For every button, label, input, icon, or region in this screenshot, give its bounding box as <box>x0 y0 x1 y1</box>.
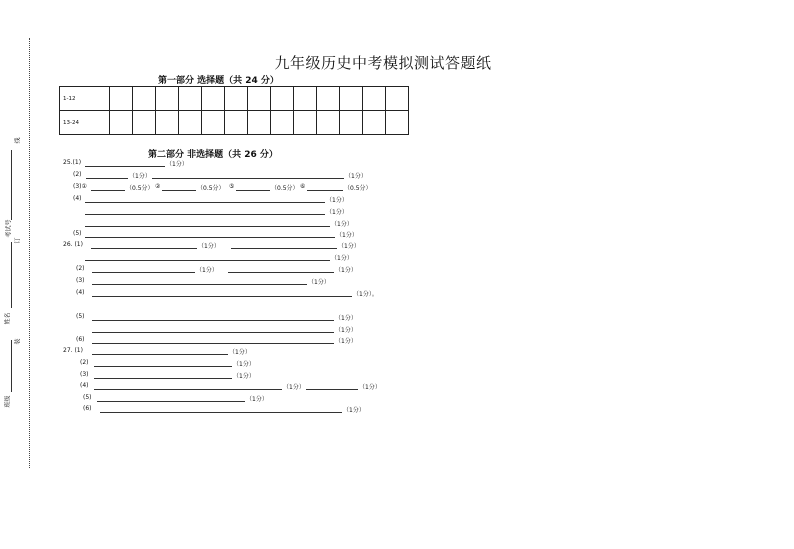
q26-5-label: (5) <box>76 313 85 320</box>
q26-3-score: （1分） <box>308 279 330 286</box>
q25-4c-score: （1分） <box>331 221 353 228</box>
q25-3d-line[interactable] <box>307 190 343 191</box>
answer-cell[interactable] <box>202 87 225 111</box>
answer-cell[interactable] <box>386 111 409 135</box>
q25-3d-mark: ⑥ <box>300 183 306 190</box>
answer-cell[interactable] <box>110 87 133 111</box>
answer-cell[interactable] <box>156 111 179 135</box>
q27-2-line[interactable] <box>94 366 232 367</box>
class-label: 班级 <box>4 395 12 408</box>
class-line <box>11 340 12 392</box>
q27-5-score: （1分） <box>246 396 268 403</box>
q25-2-label: (2) <box>73 171 82 178</box>
q26-3-label: (3) <box>76 277 85 284</box>
q25-3c-score: （0.5分） <box>271 185 299 192</box>
grid-row-2 <box>60 111 409 135</box>
q25-3b-mark: ② <box>155 183 161 190</box>
q25-3c-line[interactable] <box>236 190 270 191</box>
answer-cell[interactable] <box>271 87 294 111</box>
q25-2b-line[interactable] <box>152 178 344 179</box>
q26-1c-score: （1分） <box>331 255 353 262</box>
q25-1-score: （1分） <box>166 161 188 168</box>
q25-2a-score: （1分） <box>129 173 151 180</box>
q25-3c-mark: ⑤ <box>229 183 235 190</box>
q25-2b-score: （1分） <box>345 173 367 180</box>
q27-3-label: (3) <box>80 371 89 378</box>
q25-1-num: (1) <box>72 159 82 166</box>
answer-cell[interactable] <box>133 87 156 111</box>
answer-cell[interactable] <box>225 87 248 111</box>
q26-2a-score: （1分） <box>196 267 218 274</box>
q26-1b-score: （1分） <box>338 243 360 250</box>
exam-no-label: 考试号 <box>5 219 13 238</box>
q27-2-score: （1分） <box>233 361 255 368</box>
q27-1-score: （1分） <box>229 349 251 356</box>
q26-2a-line[interactable] <box>92 272 195 273</box>
q25-3-label: (3)① <box>73 183 87 190</box>
exam-no-line <box>11 150 12 220</box>
answer-cell[interactable] <box>110 111 133 135</box>
q27-5-label: (5) <box>83 394 92 401</box>
seal-char-zhuang: 装 <box>14 338 22 345</box>
q25-4a-score: （1分） <box>326 197 348 204</box>
q26-6-label: (6) <box>76 336 85 343</box>
grid-row-1 <box>60 87 409 111</box>
q27-3-score: （1分） <box>233 373 255 380</box>
page-title: 九年级历史中考模拟测试答题纸 <box>274 54 492 72</box>
q26-2b-score: （1分） <box>335 267 357 274</box>
q26-5b-score: （1分） <box>335 327 357 334</box>
q27-4b-score: （1分） <box>359 384 381 391</box>
q27-2-label: (2) <box>80 359 89 366</box>
q26-1c-line[interactable] <box>85 260 330 261</box>
q25-4a-line[interactable] <box>85 202 325 203</box>
answer-cell[interactable] <box>386 87 409 111</box>
q26-6-score: （1分） <box>335 338 357 345</box>
answer-cell[interactable] <box>340 111 363 135</box>
binding-dotted-line <box>29 38 30 468</box>
q25-4-label: (4) <box>73 195 82 202</box>
name-label: 姓名 <box>4 312 12 325</box>
q25-4b-score: （1分） <box>326 209 348 216</box>
q26-3-line[interactable] <box>92 284 307 285</box>
q26-1b-line[interactable] <box>231 248 337 249</box>
q27-1-label: 27. (1) <box>63 347 83 354</box>
answer-cell[interactable] <box>179 87 202 111</box>
part1-heading: 第一部分 选择题（共 24 分） <box>158 76 279 86</box>
q25-1-line[interactable] <box>85 166 165 167</box>
q26-4-label: (4) <box>76 289 85 296</box>
q27-6-label: (6) <box>83 405 92 412</box>
name-line <box>11 242 12 308</box>
q26-5a-score: （1分） <box>335 315 357 322</box>
q25-number: 25. <box>63 159 73 166</box>
grid-row-label: 13-24 <box>60 111 110 135</box>
answer-cell[interactable] <box>294 87 317 111</box>
answer-cell[interactable] <box>248 87 271 111</box>
q26-2-label: (2) <box>76 265 85 272</box>
q26-5a-line[interactable] <box>92 320 334 321</box>
q25-4c-line[interactable] <box>85 226 330 227</box>
q26-1-label: 26. (1) <box>63 241 83 248</box>
q25-3b-line[interactable] <box>162 190 196 191</box>
q25-5-score: （1分） <box>336 232 358 239</box>
q26-2b-line[interactable] <box>228 272 334 273</box>
q26-4-line[interactable] <box>92 296 352 297</box>
answer-cell[interactable] <box>317 87 340 111</box>
q27-4-label: (4) <box>80 382 89 389</box>
q25-5-label: (5) <box>73 230 82 237</box>
q25-3d-score: （0.5分） <box>344 185 372 192</box>
answer-cell[interactable] <box>294 111 317 135</box>
answer-cell[interactable] <box>363 111 386 135</box>
answer-cell[interactable] <box>317 111 340 135</box>
q27-5-line[interactable] <box>97 401 245 402</box>
answer-cell[interactable] <box>340 87 363 111</box>
q27-6-score: （1分） <box>343 407 365 414</box>
answer-cell[interactable] <box>179 111 202 135</box>
answer-cell[interactable] <box>271 111 294 135</box>
answer-cell[interactable] <box>133 111 156 135</box>
seal-char-xian: 线 <box>14 137 22 144</box>
q27-6-line[interactable] <box>100 412 342 413</box>
q26-1a-line[interactable] <box>91 248 197 249</box>
q25-4b-line[interactable] <box>85 214 325 215</box>
choice-answer-grid <box>59 86 409 135</box>
q25-3a-score: （0.5分） <box>126 185 154 192</box>
answer-cell[interactable] <box>156 87 179 111</box>
seal-char-ding: 订 <box>14 237 22 244</box>
q26-4-score: （1分）。 <box>353 291 378 298</box>
answer-cell[interactable] <box>248 111 271 135</box>
q26-1a-score: （1分） <box>198 243 220 250</box>
part2-heading: 第二部分 非选择题（共 26 分） <box>148 150 278 160</box>
q25-3a-line[interactable] <box>91 190 125 191</box>
q27-3-line[interactable] <box>94 378 232 379</box>
q26-6-line[interactable] <box>92 343 334 344</box>
q25-3b-score: （0.5分） <box>197 185 225 192</box>
answer-cell[interactable] <box>202 111 225 135</box>
q25-2a-line[interactable] <box>86 178 128 179</box>
q27-4a-line[interactable] <box>94 389 282 390</box>
q26-5b-line[interactable] <box>92 332 334 333</box>
answer-cell[interactable] <box>363 87 386 111</box>
q25-5-line[interactable] <box>85 237 335 238</box>
q25-1-label <box>63 159 81 166</box>
q27-4b-line[interactable] <box>306 389 358 390</box>
q27-1-line[interactable] <box>92 354 228 355</box>
answer-cell[interactable] <box>225 111 248 135</box>
grid-row-label: 1-12 <box>60 87 110 111</box>
q27-4a-score: （1分） <box>283 384 305 391</box>
